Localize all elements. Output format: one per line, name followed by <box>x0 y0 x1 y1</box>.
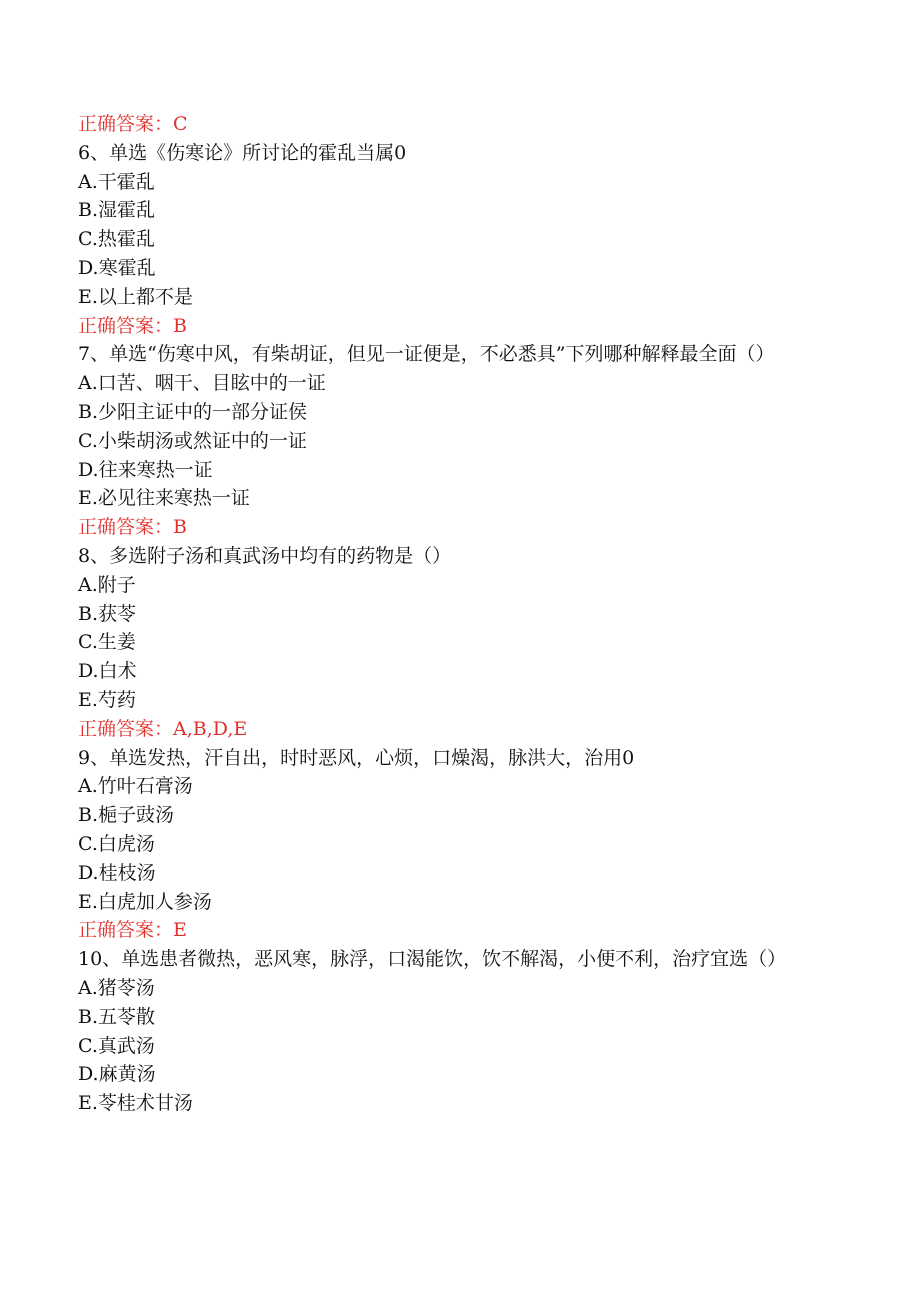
option-b: B.五苓散 <box>78 1005 156 1028</box>
question-stem: 10、单选患者微热，恶风寒，脉浮，口渴能饮，饮不解渴，小便不利，治疗宜选（） <box>78 948 787 971</box>
option-a: A.干霍乱 <box>78 170 155 193</box>
option-b: B.湿霍乱 <box>78 199 156 222</box>
option-e: E.必见往来寒热一证 <box>78 487 250 510</box>
question-stem: 7、单选“伤寒中风，有柴胡证，但见一证便是，不必悉具”下列哪种解释最全面（） <box>78 343 775 366</box>
option-a: A.附子 <box>78 573 136 596</box>
option-d: D.桂枝汤 <box>78 861 156 884</box>
answer-line: 正确答案：B <box>78 516 187 539</box>
option-d: D.麻黄汤 <box>78 1063 156 1086</box>
answer-line: 正确答案：B <box>78 314 187 337</box>
answer-line: 正确答案：C <box>78 113 188 135</box>
option-e: E.以上都不是 <box>78 285 193 308</box>
question-stem: 8、多选附子汤和真武汤中均有的药物是（） <box>78 544 452 567</box>
question-stem: 6、单选《伤寒论》所讨论的霍乱当属0 <box>78 141 407 164</box>
option-c: C.白虎汤 <box>78 832 155 855</box>
option-d: D.往来寒热一证 <box>78 458 213 481</box>
option-e: E.芍药 <box>78 688 136 711</box>
option-e: E.白虎加人参汤 <box>78 890 212 913</box>
answer-line: 正确答案：A,B,D,E <box>78 717 248 740</box>
option-b: B.获苓 <box>78 602 137 625</box>
option-d: D.寒霍乱 <box>78 256 156 279</box>
option-b: B.少阳主证中的一部分证侯 <box>78 400 308 423</box>
question-stem: 9、单选发热，汗自出，时时恶风，心烦，口燥渴，脉洪大，治用0 <box>78 746 635 769</box>
option-c: C.生姜 <box>78 631 136 654</box>
option-a: A.竹叶石膏汤 <box>78 775 193 798</box>
option-e: E.苓桂术甘汤 <box>78 1092 193 1115</box>
option-c: C.真武汤 <box>78 1034 155 1057</box>
option-b: B.梔子豉汤 <box>78 804 175 827</box>
option-a: A.猪苓汤 <box>78 976 155 999</box>
option-c: C.小柴胡汤或然证中的一证 <box>78 429 307 452</box>
option-c: C.热霍乱 <box>78 228 155 251</box>
option-d: D.白术 <box>78 660 137 683</box>
question-list <box>78 110 838 1118</box>
answer-line: 正确答案：E <box>78 919 187 942</box>
option-a: A.口苦、咽干、目眩中的一证 <box>78 372 326 395</box>
